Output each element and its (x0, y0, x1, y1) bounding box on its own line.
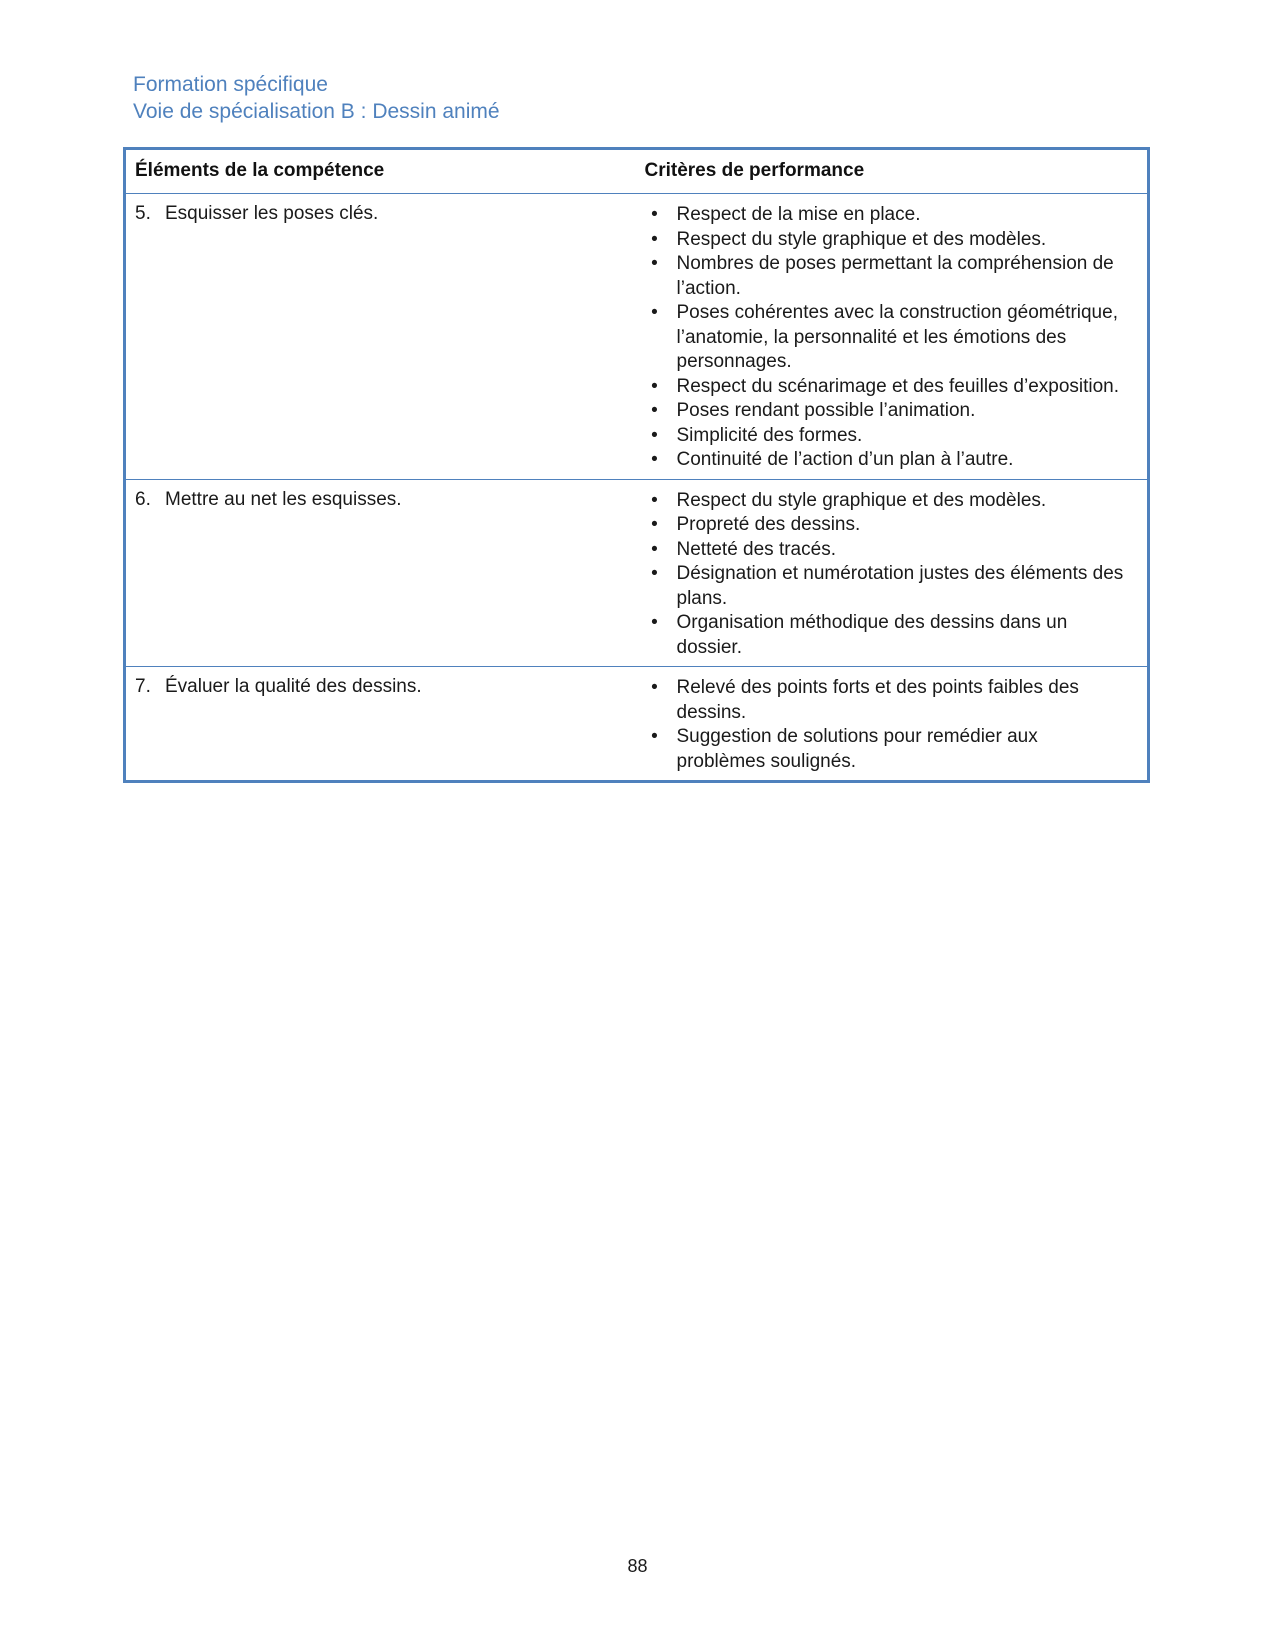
element-cell (125, 667, 636, 782)
criterion-text: Continuité de l’action d’un plan à l’autre. (676, 449, 1014, 470)
list-item (636, 611, 1140, 660)
criteria-cell (636, 479, 1149, 667)
bullet-icon: • (651, 563, 658, 584)
bullet-icon: • (651, 612, 658, 633)
criterion-text: Respect du style graphique et des modèles. (676, 228, 1047, 250)
criterion-text: Propreté des dessins. (676, 514, 861, 535)
bullet-icon: • (651, 302, 658, 323)
bullet-icon: • (651, 400, 658, 421)
criterion-text: Poses rendant possible l’animation. (676, 400, 976, 421)
table-row (125, 667, 1149, 782)
criteria-list (636, 676, 1140, 774)
list-item (636, 203, 1140, 228)
element-cell (125, 479, 636, 667)
list-item (636, 538, 1140, 563)
list-item (636, 301, 1140, 375)
criterion-text: Relevé des points forts et des points faibles des dessins. (676, 677, 1079, 723)
bullet-icon: • (651, 514, 658, 535)
criterion-text: Netteté des tracés. (676, 538, 836, 560)
criteria-list (636, 489, 1140, 661)
criteria-list (636, 203, 1140, 473)
criterion-text: Poses cohérentes avec la construction géométrique, l’anatomie, la personnalité et les émotions des personnages. (676, 302, 1118, 372)
column-header-elements: Éléments de la compétence (125, 149, 636, 194)
element-number: 5. (135, 203, 151, 224)
bullet-icon: • (651, 424, 658, 446)
criterion-text: Respect du style graphique et des modèles. (676, 489, 1047, 511)
element-text: Évaluer la qualité des dessins. (165, 676, 422, 697)
criterion-text: Organisation méthodique des dessins dans un dossier. (676, 612, 1068, 658)
header-specialization-title: Voie de spécialisation B : Dessin animé (133, 100, 500, 123)
column-header-criteria: Critères de performance (636, 149, 1149, 194)
list-item (636, 513, 1140, 538)
criterion-text: Respect de la mise en place. (676, 204, 921, 225)
criterion-text: Respect du scénarimage et des feuilles d’exposition. (676, 375, 1120, 397)
bullet-icon: • (651, 677, 658, 698)
element-number: 7. (135, 676, 151, 697)
element-number: 6. (135, 488, 151, 510)
page-number: 88 (627, 1556, 648, 1576)
element-cell (125, 194, 636, 480)
table-row (125, 479, 1149, 667)
document-header (133, 71, 500, 125)
list-item (636, 424, 1140, 449)
bullet-icon: • (651, 726, 658, 747)
criteria-cell (636, 194, 1149, 480)
bullet-icon: • (651, 449, 658, 470)
list-item (636, 562, 1140, 611)
criterion-text: Nombres de poses permettant la compréhension de l’action. (676, 253, 1114, 299)
header-section-title: Formation spécifique (133, 73, 328, 96)
bullet-icon: • (651, 375, 658, 397)
criterion-text: Simplicité des formes. (676, 424, 863, 446)
list-item (636, 252, 1140, 301)
bullet-icon: • (651, 204, 658, 225)
list-item (636, 448, 1140, 473)
bullet-icon: • (651, 538, 658, 560)
list-item (636, 228, 1140, 253)
list-item (636, 375, 1140, 400)
criterion-text: Désignation et numérotation justes des éléments des plans. (676, 563, 1124, 609)
bullet-icon: • (651, 228, 658, 250)
list-item (636, 399, 1140, 424)
element-text: Mettre au net les esquisses. (165, 488, 402, 510)
element-text: Esquisser les poses clés. (165, 203, 379, 224)
table-header-row (125, 149, 1149, 194)
bullet-icon: • (651, 253, 658, 274)
list-item (636, 489, 1140, 514)
list-item (636, 676, 1140, 725)
bullet-icon: • (651, 489, 658, 511)
list-item (636, 725, 1140, 774)
criterion-text: Suggestion de solutions pour remédier aux problèmes soulignés. (676, 726, 1038, 772)
criteria-cell (636, 667, 1149, 782)
competence-table (123, 147, 1150, 783)
table-row (125, 194, 1149, 480)
